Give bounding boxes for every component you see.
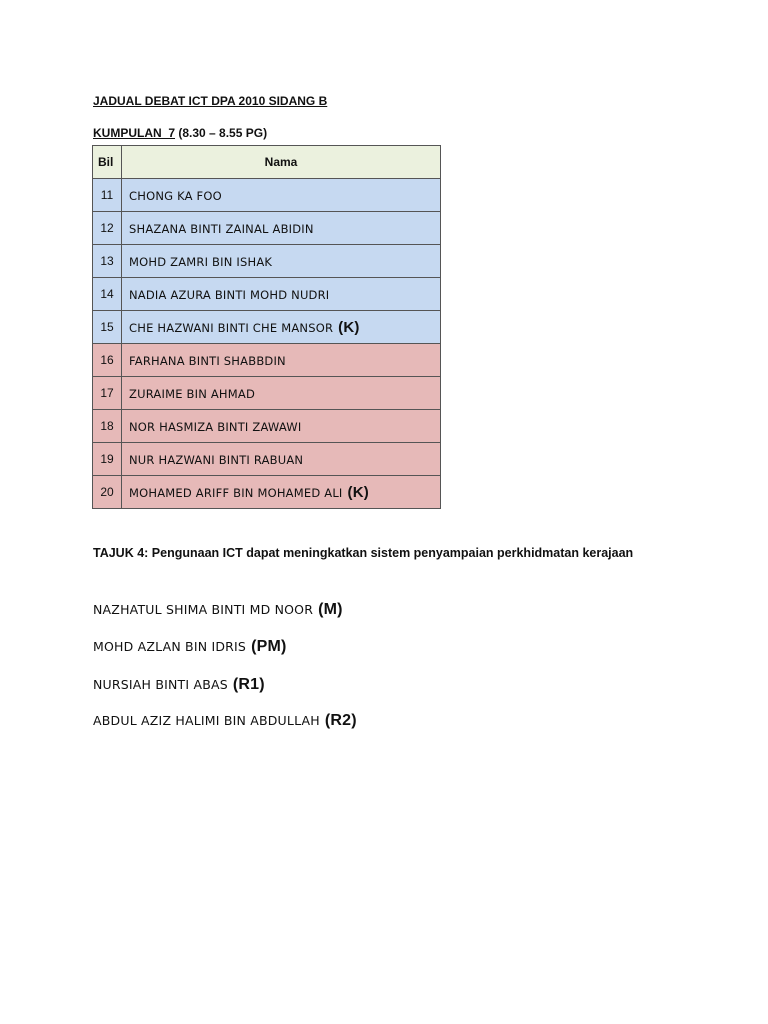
adjudicator-role: (PM) [251,638,287,655]
members-table [92,145,441,509]
table-row [93,311,441,344]
row-number: 11 [93,179,122,212]
table-row [93,245,441,278]
adjudicator-line [93,601,343,619]
member-role: (K) [338,318,360,336]
document-title: JADUAL DEBAT ICT DPA 2010 SIDANG B [93,94,328,108]
member-name-cell [122,344,441,377]
adjudicator-line [93,712,357,730]
member-name: MOHD ZAMRI BIN ISHAK [129,254,273,269]
member-name-cell [122,212,441,245]
row-number: 17 [93,377,122,410]
table-row [93,443,441,476]
adjudicator-name: NURSIAH BINTI ABAS [93,677,228,692]
row-number: 12 [93,212,122,245]
table-row [93,344,441,377]
row-number: 16 [93,344,122,377]
member-name-cell [122,377,441,410]
row-number: 14 [93,278,122,311]
table-row [93,377,441,410]
group-heading [93,126,267,140]
member-name-cell [122,311,441,344]
row-number: 18 [93,410,122,443]
table-header-row [93,146,441,179]
table-row [93,278,441,311]
row-number: 19 [93,443,122,476]
group-name: KUMPULAN 7 [93,126,176,140]
adjudicator-name: ABDUL AZIZ HALIMI BIN ABDULLAH [93,713,320,728]
member-name-cell [122,410,441,443]
table-row [93,179,441,212]
member-name-cell [122,245,441,278]
member-name: NUR HAZWANI BINTI RABUAN [129,452,304,467]
member-name: FARHANA BINTI SHABBDIN [129,353,286,368]
debate-topic: TAJUK 4: Pengunaan ICT dapat meningkatkan sistem penyampaian perkhidmatan kerajaan [93,546,634,560]
member-name: CHE HAZWANI BINTI CHE MANSOR [129,320,334,335]
row-number: 15 [93,311,122,344]
adjudicator-role: (R2) [324,712,357,729]
member-name-cell [122,476,441,509]
adjudicator-line [93,638,287,656]
member-name-cell [122,443,441,476]
member-name-cell [122,278,441,311]
table-row [93,212,441,245]
row-number: 13 [93,245,122,278]
member-name: NADIA AZURA BINTI MOHD NUDRI [129,287,330,302]
group-time: (8.30 – 8.55 PG) [175,126,268,140]
member-name-cell [122,179,441,212]
member-name: MOHAMED ARIFF BIN MOHAMED ALI [129,485,343,500]
row-number: 20 [93,476,122,509]
column-header-nama: Nama [122,146,441,179]
member-name: CHONG KA FOO [129,188,222,203]
column-header-bil: Bil [93,146,122,179]
adjudicator-name: MOHD AZLAN BIN IDRIS [93,639,247,654]
adjudicator-role: (R1) [232,676,265,693]
adjudicator-role: (M) [318,601,343,618]
table-row [93,476,441,509]
table-row [93,410,441,443]
adjudicator-name: NAZHATUL SHIMA BINTI MD NOOR [93,602,314,617]
member-role: (K) [347,483,369,501]
member-name: NOR HASMIZA BINTI ZAWAWI [129,419,302,434]
member-name: SHAZANA BINTI ZAINAL ABIDIN [129,221,314,236]
adjudicator-line [93,676,265,694]
member-name: ZURAIME BIN AHMAD [129,386,256,401]
